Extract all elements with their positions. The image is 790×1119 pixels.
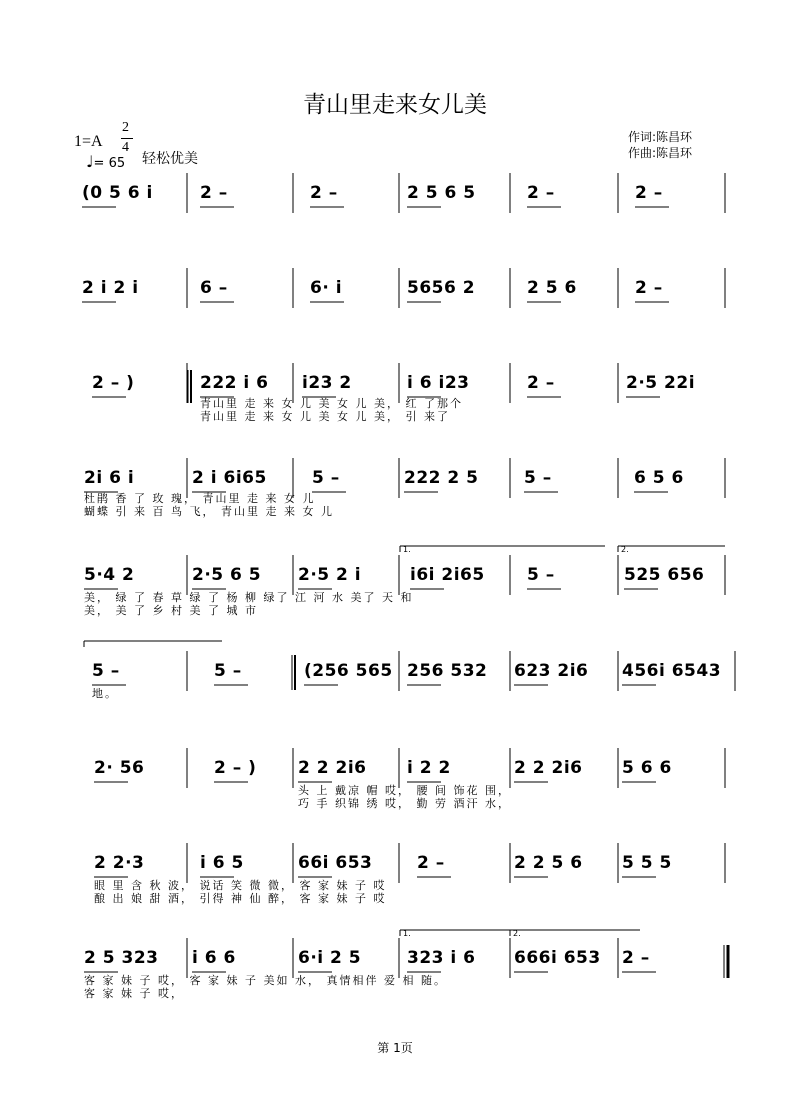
measure-notes: 2 –: [200, 183, 228, 203]
measure-notes: 5 6 6: [622, 758, 672, 778]
measure-notes: 456i 6543: [622, 661, 722, 681]
measure-notes: 6 5 6: [634, 468, 684, 488]
measure-notes: 6· i: [310, 278, 343, 298]
key-signature: 1=A: [74, 133, 103, 150]
lyric-line: 头 上 戴凉 帽 哎， 腰 间 饰花 围，: [298, 784, 511, 797]
measure-notes: 5656 2: [407, 278, 476, 298]
measure-notes: 5 –: [214, 661, 242, 681]
measure-notes: 222 2 5: [404, 468, 479, 488]
measure-notes: i 6 5: [200, 853, 244, 873]
measure-notes: 2 5 323: [84, 948, 159, 968]
measure-notes: 2 –: [527, 183, 555, 203]
measure-notes: i 2 2: [407, 758, 451, 778]
measure-notes: 2 –: [635, 278, 663, 298]
measure-notes: 5 –: [92, 661, 120, 681]
time-signature-bottom: 4: [122, 140, 129, 155]
measure-notes: 2 –: [635, 183, 663, 203]
measure-notes: 256 532: [407, 661, 488, 681]
measure-notes: 2 2·3: [94, 853, 145, 873]
measure-notes: i23 2: [302, 373, 352, 393]
measure-notes: 666i 653: [514, 948, 601, 968]
measure-notes: 2 2 2i6: [298, 758, 367, 778]
measure-notes: 2 5 6 5: [407, 183, 476, 203]
measure-notes: 2· 56: [94, 758, 145, 778]
lyric-line: 酿 出 娘 甜 酒， 引得 神 仙 醉， 客 家 妹 子 哎: [94, 892, 387, 905]
measure-notes: 2 – ): [214, 758, 257, 778]
measure-notes: 2 –: [527, 373, 555, 393]
lyric-line: 客 家 妹 子 哎，: [84, 987, 184, 1000]
measure-notes: 623 2i6: [514, 661, 589, 681]
measure-notes: 2 –: [417, 853, 445, 873]
measure-notes: i 6 i23: [407, 373, 470, 393]
measure-notes: 5 –: [312, 468, 340, 488]
measure-notes: (0 5 6 i: [82, 183, 153, 203]
ending-label: 1.: [403, 929, 411, 938]
ending-label: 2.: [621, 545, 629, 554]
lyric-line: 青山里 走 来 女 儿 美 女 儿 美， 红 了那个: [200, 397, 463, 410]
page-number: 第 1页: [377, 1041, 413, 1055]
lyric-line: 地。: [92, 687, 118, 700]
measure-notes: 2 –: [622, 948, 650, 968]
lyric-line: 巧 手 织锦 绣 哎， 勤 劳 酒汗 水，: [298, 797, 511, 810]
lyric-line: 眼 里 含 秋 波， 说话 笑 微 微， 客 家 妹 子 哎: [94, 879, 387, 892]
measure-notes: 6·i 2 5: [298, 948, 362, 968]
lyricist-credit: 作词:陈昌环: [628, 130, 693, 144]
composer-credit: 作曲:陈昌环: [628, 146, 693, 160]
measure-notes: 5 –: [527, 565, 555, 585]
measure-notes: 6 –: [200, 278, 228, 298]
expression-marking: 轻松优美: [142, 151, 198, 167]
lyric-line: 客 家 妹 子 哎， 客 家 妹 子 美如 水， 真情相伴 爱 相 随。: [84, 974, 447, 987]
measure-notes: 2·5 2 i: [298, 565, 362, 585]
measure-notes: 2·5 22i: [626, 373, 696, 393]
lyric-line: 杜鹃 香 了 玫 瑰， 青山里 走 来 女 儿: [84, 492, 316, 505]
measure-notes: 2 – ): [92, 373, 135, 393]
measure-notes: 2 –: [310, 183, 338, 203]
measure-notes: 525 656: [624, 565, 705, 585]
measure-notes: 323 i 6: [407, 948, 476, 968]
measure-notes: 222 i 6: [200, 373, 269, 393]
lyric-line: 美， 绿 了 春 草 绿 了 杨 柳 绿了 江 河 水 美了 天 和: [84, 591, 414, 604]
measure-notes: 66i 653: [298, 853, 373, 873]
measure-notes: i 6 6: [192, 948, 236, 968]
measure-notes: 2 5 6: [527, 278, 577, 298]
measure-notes: 2 2 5 6: [514, 853, 583, 873]
lyric-line: 美， 美 了 乡 村 美 了 城 市: [84, 604, 258, 617]
measure-notes: 5·4 2: [84, 565, 135, 585]
measure-notes: i6i 2i65: [410, 565, 485, 585]
quarter-note-icon: ♩: [86, 152, 94, 171]
measure-notes: 2i 6 i: [84, 468, 135, 488]
song-title: 青山里走来女儿美: [303, 92, 487, 118]
lyric-line: 蝴蝶 引 来 百 鸟 飞， 青山里 走 来 女 儿: [84, 505, 334, 518]
time-signature-top: 2: [122, 120, 129, 135]
measure-notes: 2 2 2i6: [514, 758, 583, 778]
measure-notes: 2 i 6i65: [192, 468, 267, 488]
measure-notes: 2·5 6 5: [192, 565, 262, 585]
lyric-line: 青山里 走 来 女 儿 美 女 儿 美， 引 来了: [200, 410, 450, 423]
measure-notes: 2 i 2 i: [82, 278, 139, 298]
measure-notes: (256 565: [304, 661, 393, 681]
ending-label: 2.: [513, 929, 521, 938]
measure-notes: 5 5 5: [622, 853, 672, 873]
ending-label: 1.: [403, 545, 411, 554]
tempo-value: = 65: [93, 156, 126, 171]
measure-notes: 5 –: [524, 468, 552, 488]
